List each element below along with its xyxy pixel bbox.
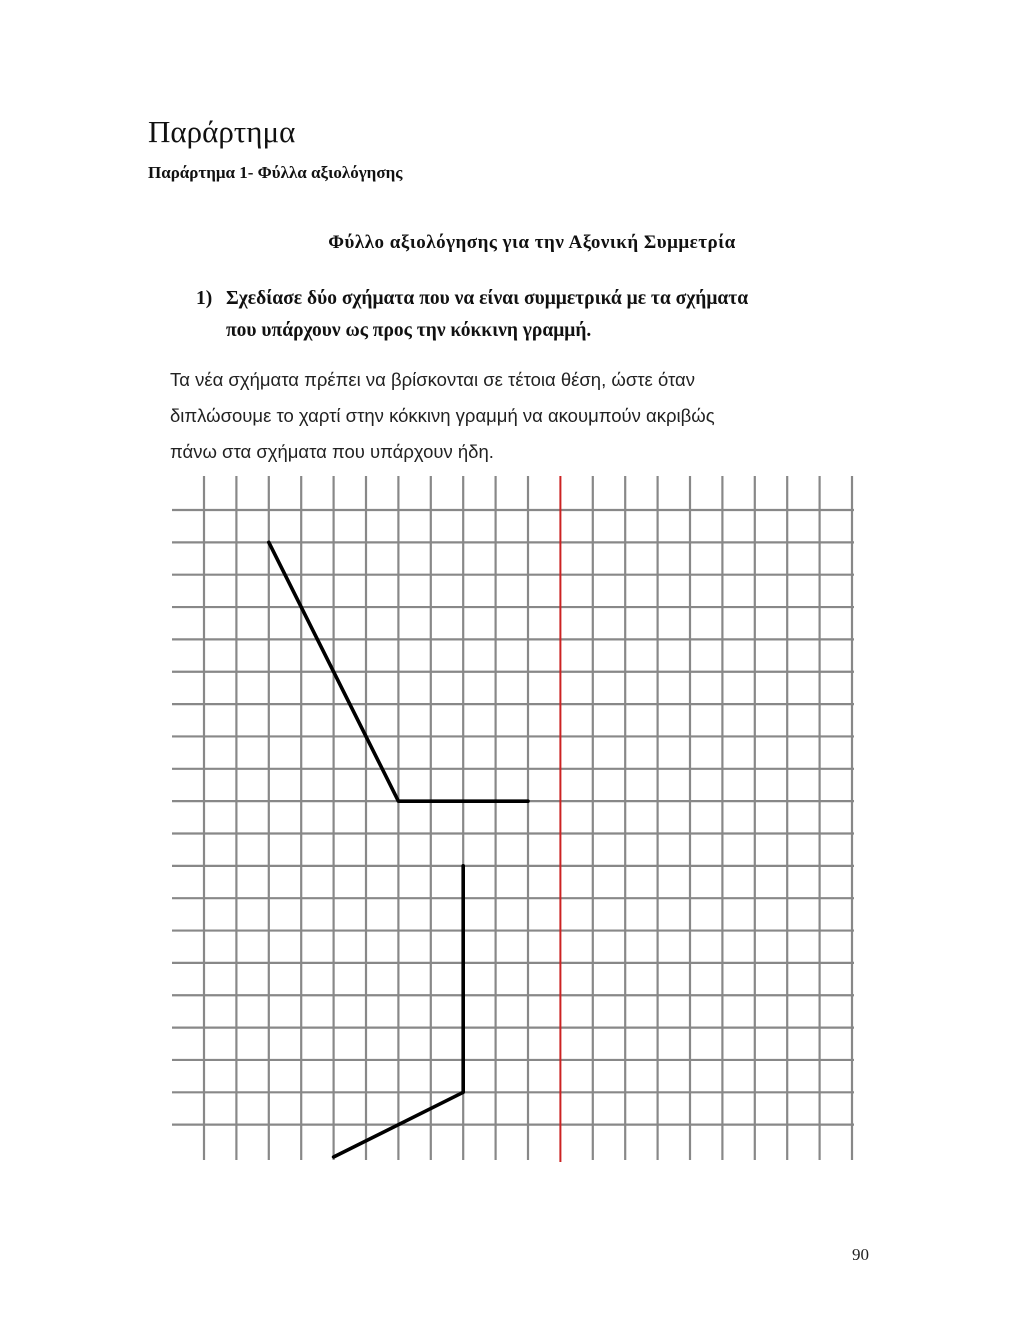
instruction-line-3: πάνω στα σχήματα που υπάρχουν ήδη.	[170, 441, 494, 462]
exercise-number: 1)	[196, 288, 213, 309]
appendix-subtitle: Παράρτημα 1- Φύλλα αξιολόγησης	[148, 163, 403, 182]
exercise-line-2: που υπάρχουν ως προς την κόκκινη γραμμή.	[226, 320, 592, 341]
exercise-line-1: Σχεδίασε δύο σχήματα που να είναι συμμετρικά με τα σχήματα	[226, 288, 749, 309]
instruction-line-1: Τα νέα σχήματα πρέπει να βρίσκονται σε τέτοια θέση, ώστε όταν	[170, 369, 695, 390]
grid-lines	[172, 476, 854, 1162]
instruction-line-2: διπλώσουμε το χαρτί στην κόκκινη γραμμή να ακουμπούν ακριβώς	[170, 405, 715, 426]
worksheet-title: Φύλλο αξιολόγησης για την Αξονική Συμμετρία	[328, 232, 736, 253]
page-number: 90	[852, 1245, 869, 1264]
appendix-title: Παράρτημα	[148, 114, 296, 149]
